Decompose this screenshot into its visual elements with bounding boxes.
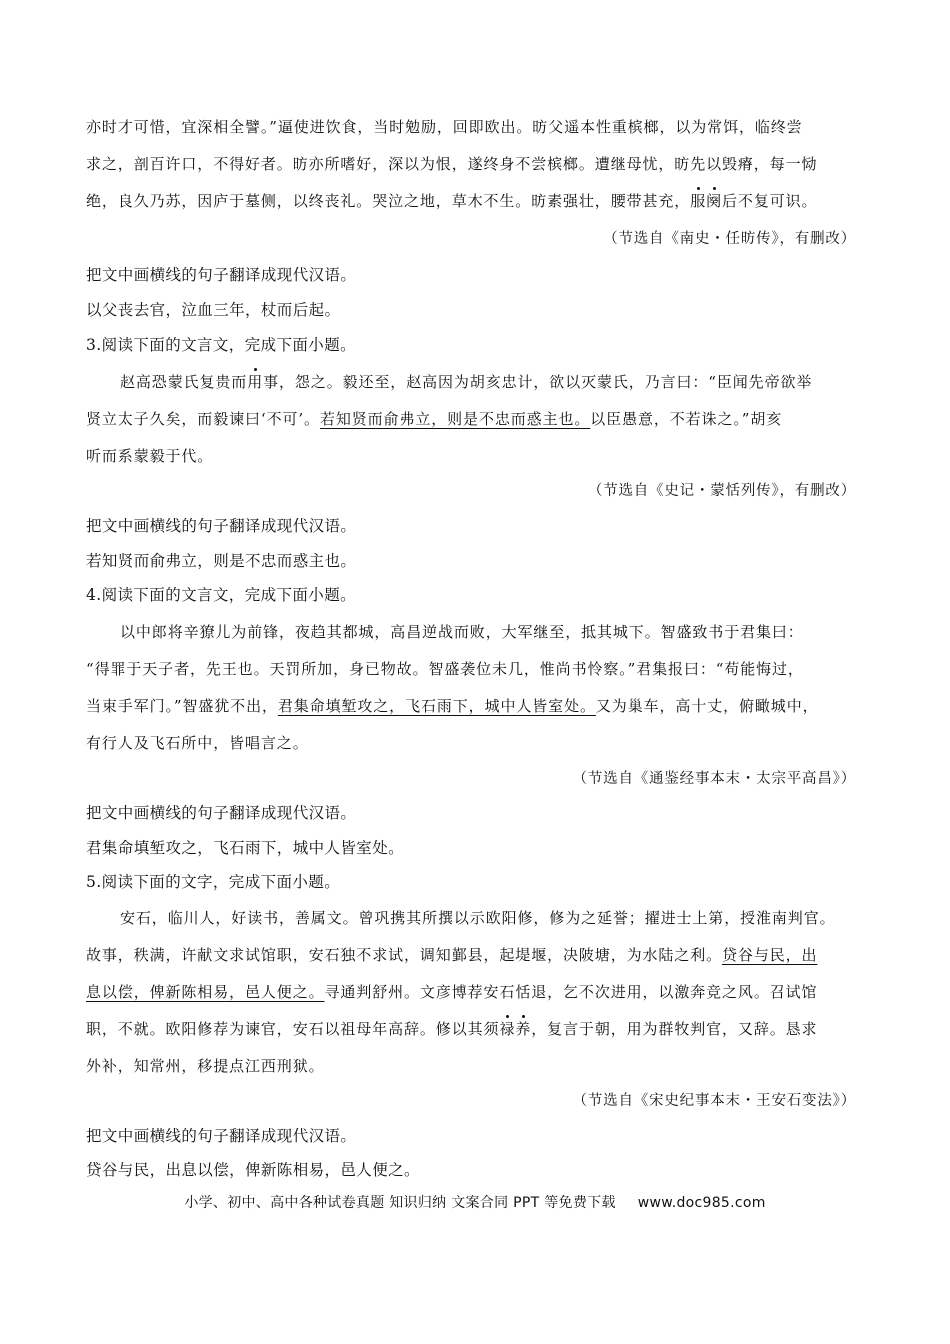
passage-line: 求之，剖百许口，不得好者。昉亦所嗜好，深以为恨，遂终身不尝槟榔。遭继母忧，昉先以毁瘠，每一恸 [86,155,818,173]
passage-text: 事，怨之。毅还至，赵高因为胡亥忠计，欲以灭蒙氏，乃言曰：“臣闻先帝欲举 [263,373,813,391]
underlined-sentence: 息以偿，俾新陈相易，邑人便之。 [86,983,325,1001]
source-citation: （节选自《南史・任昉传》，有删改） [603,231,856,247]
target-sentence: 贷谷与民，出息以偿，俾新陈相易，邑人便之。 [86,1161,420,1179]
passage-line [86,945,817,965]
footer-text: 小学、初中、高中各种试卷真题 知识归纳 文案合同 PPT 等免费下载 [184,1195,616,1211]
passage-line: 以中郎将辛獠儿为前锋，夜趋其都城，高昌逆战而败，大军继至，抵其城下。智盛致书于君集曰： [120,623,804,641]
passage-text: 职，不就。欧阳修荐为谏官，安石以祖母年高辞。修以其须 [86,1020,500,1038]
passage-text: 后不复可识。 [722,192,818,210]
page-footer [0,1192,950,1212]
passage-text: 故事，秩满，许献文求试馆职，安石独不求试，调知鄞县，起堤堰，决陂塘，为水陆之利。 [86,946,723,964]
underlined-sentence: 若知贤而俞弗立，则是不忠而惑主也。 [319,410,591,428]
passage-text: 以臣愚意，不若诛之。”胡亥 [590,410,783,428]
question-instruction: 把文中画横线的句子翻译成现代汉语。 [86,266,357,284]
emphasis-dot-char: 养 [515,1020,532,1038]
passage-line: 外补，知常州，移提点江西刑狱。 [86,1057,325,1075]
question-instruction: 把文中画横线的句子翻译成现代汉语。 [86,804,357,822]
question-heading: 4.阅读下面的文言文，完成下面小题。 [86,586,356,604]
passage-line: 安石，临川人，好读书，善属文。曾巩携其所撰以示欧阳修，修为之延誉；擢进士上第，授淮南判官。 [120,909,836,927]
emphasis-dot-char: 服 [690,192,707,210]
question-heading: 5.阅读下面的文字，完成下面小题。 [86,873,341,891]
passage-text: 绝，良久乃苏，因庐于墓侧，以终丧礼。哭泣之地，草木不生。昉素强壮，腰带甚充， [86,192,691,210]
passage-line [86,191,817,211]
target-sentence: 君集命填堑攻之，飞石雨下，城中人皆室处。 [86,839,405,857]
emphasis-dot-char: 用 [247,373,264,391]
passage-line [86,1019,817,1039]
passage-line [86,982,817,1002]
passage-text: 贤立太子久矣，而毅谏曰‘不可’。 [86,410,320,428]
target-sentence: 若知贤而俞弗立，则是不忠而惑主也。 [86,552,357,570]
question-instruction: 把文中画横线的句子翻译成现代汉语。 [86,517,357,535]
question-heading: 3.阅读下面的文言文，完成下面小题。 [86,336,356,354]
underlined-sentence: 君集命填堑攻之，飞石雨下，城中人皆室处。 [277,697,596,715]
passage-text: 寻通判舒州。文彦博荐安石恬退，乞不次进用，以激奔竞之风。召试馆 [324,983,818,1001]
passage-line: 亦时才可惜，宜深相全譬。”逼使进饮食，当时勉励，回即欧出。昉父遥本性重槟榔，以为常饵，临终尝 [86,118,803,136]
passage-text: 赵高恐蒙氏复贵而 [120,373,248,391]
source-citation: （节选自《史记・蒙恬列传》，有删改） [587,483,856,499]
question-instruction: 把文中画横线的句子翻译成现代汉语。 [86,1127,357,1145]
passage-text: 当束手军门。”智盛犹不出， [86,697,278,715]
source-citation: （节选自《宋史纪事本末・王安石变法》） [572,1093,856,1109]
passage-line [86,409,782,429]
passage-line: “得罪于天子者，先王也。天罚所加，身已物故。智盛袭位未几，惟尚书怜察。”君集报曰：“苟能悔过， [86,660,804,678]
passage-line [120,372,812,392]
emphasis-dot-char: 禄 [499,1020,516,1038]
footer-link[interactable]: www.doc985.com [637,1195,766,1211]
emphasis-dot-char: 阕 [706,192,723,210]
source-citation: （节选自《通鉴经事本末・太宗平高昌》） [572,771,856,787]
passage-text: 又为巢车，高十丈，俯瞰城中， [595,697,819,715]
passage-text: ，复言于朝，用为群牧判官，又辞。恳求 [531,1020,818,1038]
target-sentence: 以父丧去官，泣血三年，杖而后起。 [86,301,341,319]
underlined-sentence: 贷谷与民，出 [722,946,818,964]
passage-line: 听而系蒙毅于代。 [86,447,214,465]
passage-line [86,696,819,716]
passage-line: 有行人及飞石所中，皆唱言之。 [86,734,309,752]
